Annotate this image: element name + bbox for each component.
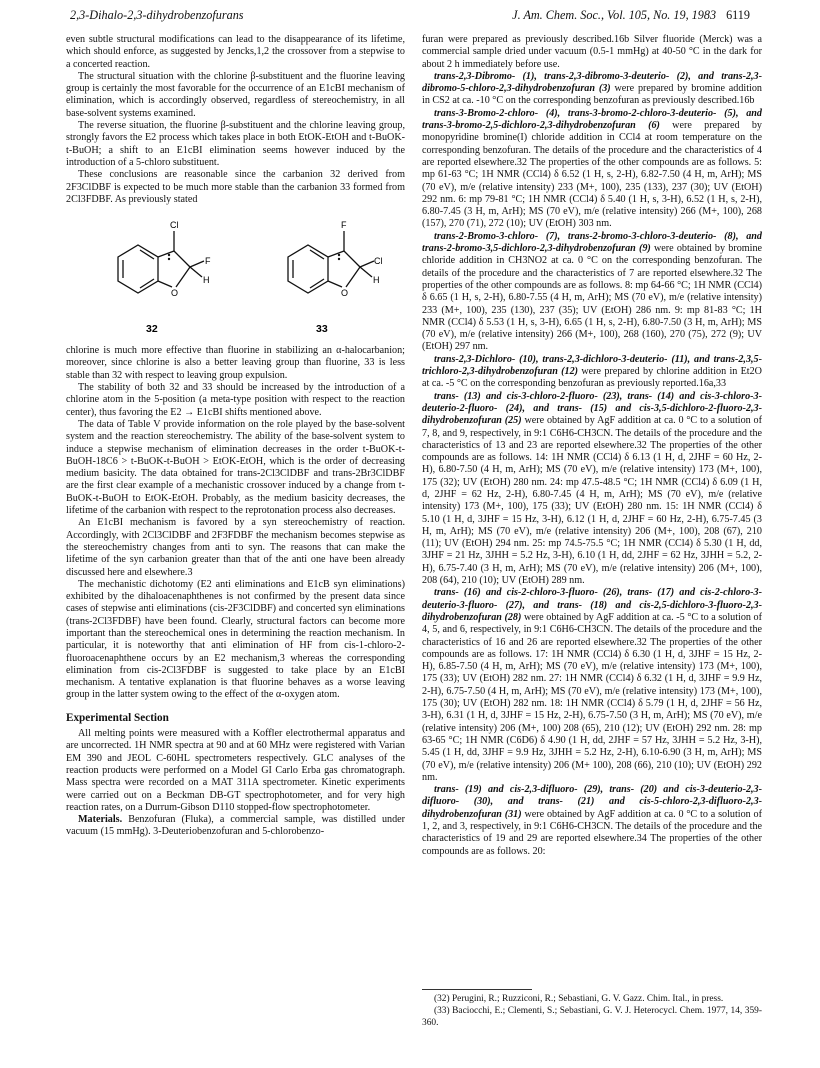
- compound-label-33: 33: [316, 323, 328, 336]
- materials-text: Benzofuran (Fluka), a commercial sample, was distilled under vacuum (15 mmHg). 3-Deuteriobenzofuran and 5-chlorobenzo-: [66, 814, 405, 838]
- atom-o-32: O: [171, 288, 179, 299]
- atom-cl-33: Cl: [374, 256, 383, 267]
- paragraph-4: These conclusions are reasonable since the carbanion 32 derived from 2F3ClDBF is expected to be much more stable than the carbanion 33 formed from 2Cl3FDBF. As previously stated: [66, 169, 405, 205]
- paragraph-2: The structural situation with the chlorine β-substituent and the fluorine leaving group is certainly the most favorable for the occurrence of an E1cBI mechanism of elimination, which is accordingly observed, regardless of stereochemistry, in all base-solvent systems examined.: [66, 70, 405, 119]
- compounds-4-6-text: were prepared by monopyridine bromine(I) chloride addition in CCl4 at room temperature on the corresponding benzofuran. The details of the procedure and the characteristics of 4 are reported elsewhere.32 The properties of the other compounds are as follows. 5: mp 61-63 °C; 1H NMR (CCl4) δ 6.52 (1 H, s, 2-H), 6.82-7.50 (4 H, m, ArH); MS (70 eV), m/e (relative intensity) 233 (M+, 100), 235 (133), 237 (30); UV (EtOH) 292 nm. 6: mp 79-81 °C; 1H NMR (CCl4) δ 5.40 (1 H, s, 3-H), 6.52 (1 H, s, 2-H), 6.80-7.45 (3 H, m, ArH); MS (70 eV), m/e (relative intensity) 266 (M+, 100), 268 (157), 270 (71), 272 (10); UV (EtOH) 303 nm.: [422, 120, 762, 230]
- compounds-7-9-text: were obtained by bromine chloride addition in CH3NO2 at ca. 0 °C on the corresponding benzofuran. The details of the procedure and the characteristics of 7 are reported elsewhere.32 The properties of the other compounds are as follows. 8: mp 64-66 °C; 1H NMR (CCl4) δ 6.65 (1 H, s, 2-H), 6.80-7.55 (4 H, m, ArH); MS (70 eV), m/e (relative intensity) 233 (M+, 100), 235 (130), 237 (35); UV (EtOH) 286 nm. 9: mp 81-83 °C; 1H NMR (CCl4) δ 5.53 (1 H, s, 3-H), 6.65 (1 H, s, 2-H), 6.80-7.50 (3 H, m, ArH); MS (70 eV), m/e (relative intensity) 266 (M+, 100), 268 (160), 270 (75), 272 (9); UV (EtOH) 297 nm.: [422, 243, 762, 353]
- atom-cl-32: Cl: [170, 220, 179, 231]
- footnote-rule: [422, 989, 532, 990]
- compounds-4-6-lead: trans-3-Bromo-2-chloro- (4), trans-3-bromo-2-chloro-3-deuterio- (5), and trans-3-bromo-2,5-dichloro-2,3-dihydrobenzofuran (6): [422, 107, 762, 132]
- compounds-19-31-text: were obtained by AgF addition at ca. 0 °C to a solution of 1, 2, and 3, respectively, in 9:1 C6H6-CH3CN. The details of the procedure and the characteristics of 19 and 29 are reported elsewhere.34 The properties of the other compounds are as follows. 20:: [422, 808, 762, 857]
- left-column: [66, 34, 405, 839]
- paragraph-9: The mechanistic dichotomy (E2 anti eliminations and E1cB syn eliminations) exhibited by the dihaloacenaphthenes is not confirmed by the present data since cases of stepwise anti eliminations (cis-2F3ClDBF) and concerted syn eliminations (trans-2Cl3FDBF) have been found. Clearly, structural factors can become more important than the stereochemical ones in determining the reaction mechanism. In particular, it is noteworthy that anti elimination of HF from cis-1-chloro-2-fluoroacenaphthene occurs by an E2 mechanism,3 whereas the corresponding elimination from cis-2Cl3FDBF is suggested to take place by an E1cBI mechanism. A tentative explanation is that fluorine behaves as a worse leaving group in the latter system owing to the effect of the α-oxygen atom.: [66, 578, 405, 701]
- paragraph-5: chlorine is much more effective than fluorine in stabilizing an α-halocarbanion; moreover, since chlorine is also a better leaving group than fluorine, 33 is less stable than 32 with respect to leaving group expulsion.: [66, 345, 405, 381]
- compounds-19-31-lead: trans- (19) and cis-2,3-difluoro- (29), trans- (20) and cis-3-deuterio-2,3-difluoro- (30), and trans- (21) and cis-5-chloro-2,3-difluoro-2,3-dihydrobenzofuran (31): [422, 784, 762, 820]
- right-paragraph-2: [422, 71, 762, 108]
- compounds-1-3-text: were prepared by bromine addition in CS2 at ca. -10 °C on the corresponding benzofuran as previously described.16b: [422, 83, 762, 107]
- compounds-16-28-text: were obtained by AgF addition at ca. -5 °C to a solution of 4, 5, and 6, respectively, in 9:1 C6H6-CH3CN. The details of the procedure and the characteristics of 16 and 26 are reported elsewhere.32 The properties of the other compounds are as follows. 17: 1H NMR (CCl4) δ 6.30 (1 H, d, 3JHF = 15 Hz, 2-H), 6.85-7.50 (4 H, m, ArH); MS (70 eV), m/e (relative intensity) 173 (M+, 100), 175 (33); UV (EtOH) 282 nm. 27: 1H NMR (CCl4) δ 6.32 (1 H, d, 3JHF = 9.9 Hz, 2-H), 6.75-7.50 (4 H, m, ArH); MS (70 eV), m/e (relative intensity) 173 (M+, 100), 175 (30); UV (EtOH) 282 nm. 18: 1H NMR (CCl4) δ 5.79 (1 H, d, 2JHF = 56 Hz, 3-H), 6.31 (1 H, d, 3JHF = 15 Hz, 2-H), 6.75-7.50 (3 H, m, ArH); MS (70 eV), m/e (relative intensity) 206 (M+, 100) 208 (65), 210 (12); UV (EtOH) 292 nm. 28: mp 63-65 °C; 1H NMR (C6D6) δ 4.90 (1 H, dd, 2JHF = 57 Hz, 3JHH = 5.2 Hz, 3-H), 5.45 (1 H, dd, 3JHF = 9.9 Hz, 3JHH = 5.2 Hz, 2-H), 6.10-6.90 (3 H, m, ArH); MS (70 eV), m/e (relative intensity) 206 (M+ 100), 208 (66), 210 (10); UV (EtOH) 292 nm.: [422, 611, 762, 783]
- right-paragraph-8: [422, 784, 762, 858]
- footnotes: [422, 994, 762, 1030]
- paragraph-8: An E1cBI mechanism is favored by a syn stereochemistry of reaction. Accordingly, with 2Cl3ClDBF and 2F3FDBF the mechanism becomes stepwise as the stereochemistry changes from anti to syn. The reasons that can make the lifetime of the syn carbanion greater than that of the anti one have been already discussed here and elsewhere.3: [66, 517, 405, 578]
- right-paragraph-6: [422, 391, 762, 588]
- right-column: [422, 34, 762, 858]
- right-paragraph-5: [422, 354, 762, 391]
- compounds-1-3-lead: trans-2,3-Dibromo- (1), trans-2,3-dibromo-3-deuterio- (2), and trans-2,3-dibromo-5-chloro-2,3-dihydrobenzofuran (3): [422, 70, 762, 95]
- compounds-16-28-lead: trans- (16) and cis-2-chloro-3-fluoro- (26), trans- (17) and cis-2-chloro-3-deuterio-3-fluoro- (27), and trans- (18) and cis-2,5-dichloro-3-fluoro-2,3-dihydrobenzofuran (28): [422, 587, 762, 623]
- structure-33-benzene-ring: [288, 245, 328, 293]
- atom-o-33: O: [341, 288, 349, 299]
- footnote-32: (32) Perugini, R.; Ruzziconi, R.; Sebastiani, G. V. Gazz. Chim. Ital., in press.: [434, 994, 724, 1004]
- right-paragraph-4: [422, 231, 762, 354]
- structures-drawing: [66, 209, 405, 344]
- footnote-33: (33) Baciocchi, E.; Clementi, S.; Sebastiani, G. V. J. Heterocycl. Chem. 1977, 14, 359-360.: [422, 1006, 762, 1028]
- compounds-13-25-lead: trans- (13) and cis-3-chloro-2-fluoro- (23), trans- (14) and cis-3-chloro-3-deuterio-2-fluoro- (24), and trans- (15) and cis-3,5-dichloro-2-fluoro-2,3-dihydrobenzofuran (25): [422, 390, 762, 427]
- journal-citation: J. Am. Chem. Soc., Vol. 105, No. 19, 1983: [512, 8, 717, 22]
- compounds-10-12-text: were prepared by chlorine addition in Et2O at ca. -5 °C on the corresponding benzofuran as previously reported.16a,33: [422, 366, 762, 390]
- atom-h-33: H: [373, 275, 380, 286]
- compounds-10-12-lead: trans-2,3-Dichloro- (10), trans-2,3-dichloro-3-deuterio- (11), and trans-2,3,5-trichloro-2,3-dihydrobenzofuran (12): [422, 353, 762, 378]
- page-number: 6119: [726, 8, 750, 22]
- running-head-title: 2,3-Dihalo-2,3-dihydrobenzofurans: [70, 8, 244, 22]
- right-paragraph-7: [422, 587, 762, 784]
- right-paragraph-1: furan were prepared as previously described.16b Silver fluoride (Merck) was a commercial sample dried under vacuum (0.5-1 mmHg) at 40-50 °C in the dark for about 2 h immediately before use.: [422, 34, 762, 70]
- atom-f-33: F: [341, 220, 347, 231]
- structure-32-benzene-ring: [118, 245, 158, 293]
- carbanion-structures-figure: [66, 209, 405, 344]
- materials-lead: Materials.: [78, 814, 123, 826]
- running-head-journal: [512, 8, 750, 23]
- compounds-7-9-lead: trans-2-Bromo-3-chloro- (7), trans-2-bromo-3-chloro-3-deuterio- (8), and trans-2-bromo-3,5-dichloro-2,3-dihydrobenzofuran (9): [422, 230, 762, 255]
- compounds-13-25-text: were obtained by AgF addition at ca. 0 °C to a solution of 7, 8, and 9, respectively, in 9:1 C6H6-CH3CN. The details of the procedure and the characteristics of 13 and 23 are reported elsewhere.32 The properties of the other compounds are as follows. 14: 1H NMR (CCl4) δ 6.13 (1 H, d, 2JHF = 60 Hz, 2-H), 6.80-7.50 (4 H, m, ArH); MS (70 eV), m/e (relative intensity) 173 (M+, 100), 175 (32); UV (EtOH) 280 nm. 24: mp 47.5-48.5 °C; 1H NMR (CCl4) δ 6.09 (1 H, d, 2JHF = 62 Hz, 2-H), 6.80-7.45 (4 H, m, ArH); MS (70 eV), m/e (relative intensity) 173 (M+, 100), 175 (33); UV (EtOH) 280 nm. 15: 1H NMR (CCl4) δ 5.10 (1 H, d, 3JHF = 15 Hz, 3-H), 6.12 (1 H, d, 2JHF = 60 Hz, 2-H), 6.75-7.45 (3 H, m, ArH); MS (70 eV), m/e (relative intensity) 206 (M+, 100), 208 (67), 210 (11); UV (EtOH) 294 nm. 25: mp 74.5-75.5 °C; 1H NMR (CCl4) δ 5.30 (1 H, dd, 3JHF = 21 Hz, 3JHH = 5.2 Hz, 3-H), 6.10 (1 H, dd, 2JHF = 62 Hz, 3JHH = 5.2, 2-H), 6.75-7.40 (3 H, m, ArH); MS (70 eV), m/e (relative intensity) 206 (M+, 100), 208 (64), 210 (10); UV (EtOH) 289 nm.: [422, 415, 762, 587]
- running-head: [70, 8, 750, 28]
- paragraph-11: [66, 814, 405, 839]
- right-paragraph-3: [422, 108, 762, 231]
- atom-h-32: H: [203, 275, 210, 286]
- section-heading-experimental: Experimental Section: [66, 711, 169, 724]
- compound-label-32: 32: [146, 323, 158, 336]
- paragraph-10: All melting points were measured with a Koffler electrothermal apparatus and are uncorrected. 1H NMR spectra at 90 and at 60 MHz were registered with Varian EM 390 and JEOL C-60HL spectrometers respectively. GLC analyses of the reaction products were performed on a Model GI Carlo Erba gas chromatograph. Mass spectra were recorded on a MAT 311A spectrometer. Kinetic experiments were carried out on a Beckman DB-GT spectrophotometer, and for very high reaction rates, on a Durrum-Gibson D110 stopped-flow spectrophotometer.: [66, 728, 405, 813]
- paragraph-3: The reverse situation, the fluorine β-substituent and the chlorine leaving group, strongly favors the E2 process which takes place in both EtOK-EtOH and t-BuOK-t-BuOH; a shift to an E1cBI elimination seems however induced by the introduction of a 5-chloro substituent.: [66, 120, 405, 168]
- paragraph-7: The data of Table V provide information on the role played by the base-solvent system and the reaction stereochemistry. The ability of the base-solvent system to induce a stepwise mechanism of elimination decreases in the order t-BuOK-t-BuOH-18C6 > t-BuOK-t-BuOH > EtOK-EtOH, which is the order of decreasing medium basicity. The data obtained for trans-2Cl3ClDBF and trans-2Br3ClDBF are the first clear example of a mechanistic crossover induced by a change from t-BuOK-t-BuOH to EtOK-EtOH. Probably, as the medium basicity decreases, the lifetime of the carbanion with respect to the reprotonation process also decreases.: [66, 418, 405, 517]
- paragraph-6: The stability of both 32 and 33 should be increased by the introduction of a chlorine atom in the 5-position (a meta-type position with respect to the reaction center), thus favoring the E2 → E1cBI shifts mentioned above.: [66, 382, 405, 418]
- atom-f-32: F: [205, 256, 211, 267]
- paragraph-1: even subtle structural modifications can lead to the disappearance of its lifetime, which should enforce, as suggested by Jencks,1,2 the crossover from a stepwise to a concerted reaction.: [66, 34, 405, 70]
